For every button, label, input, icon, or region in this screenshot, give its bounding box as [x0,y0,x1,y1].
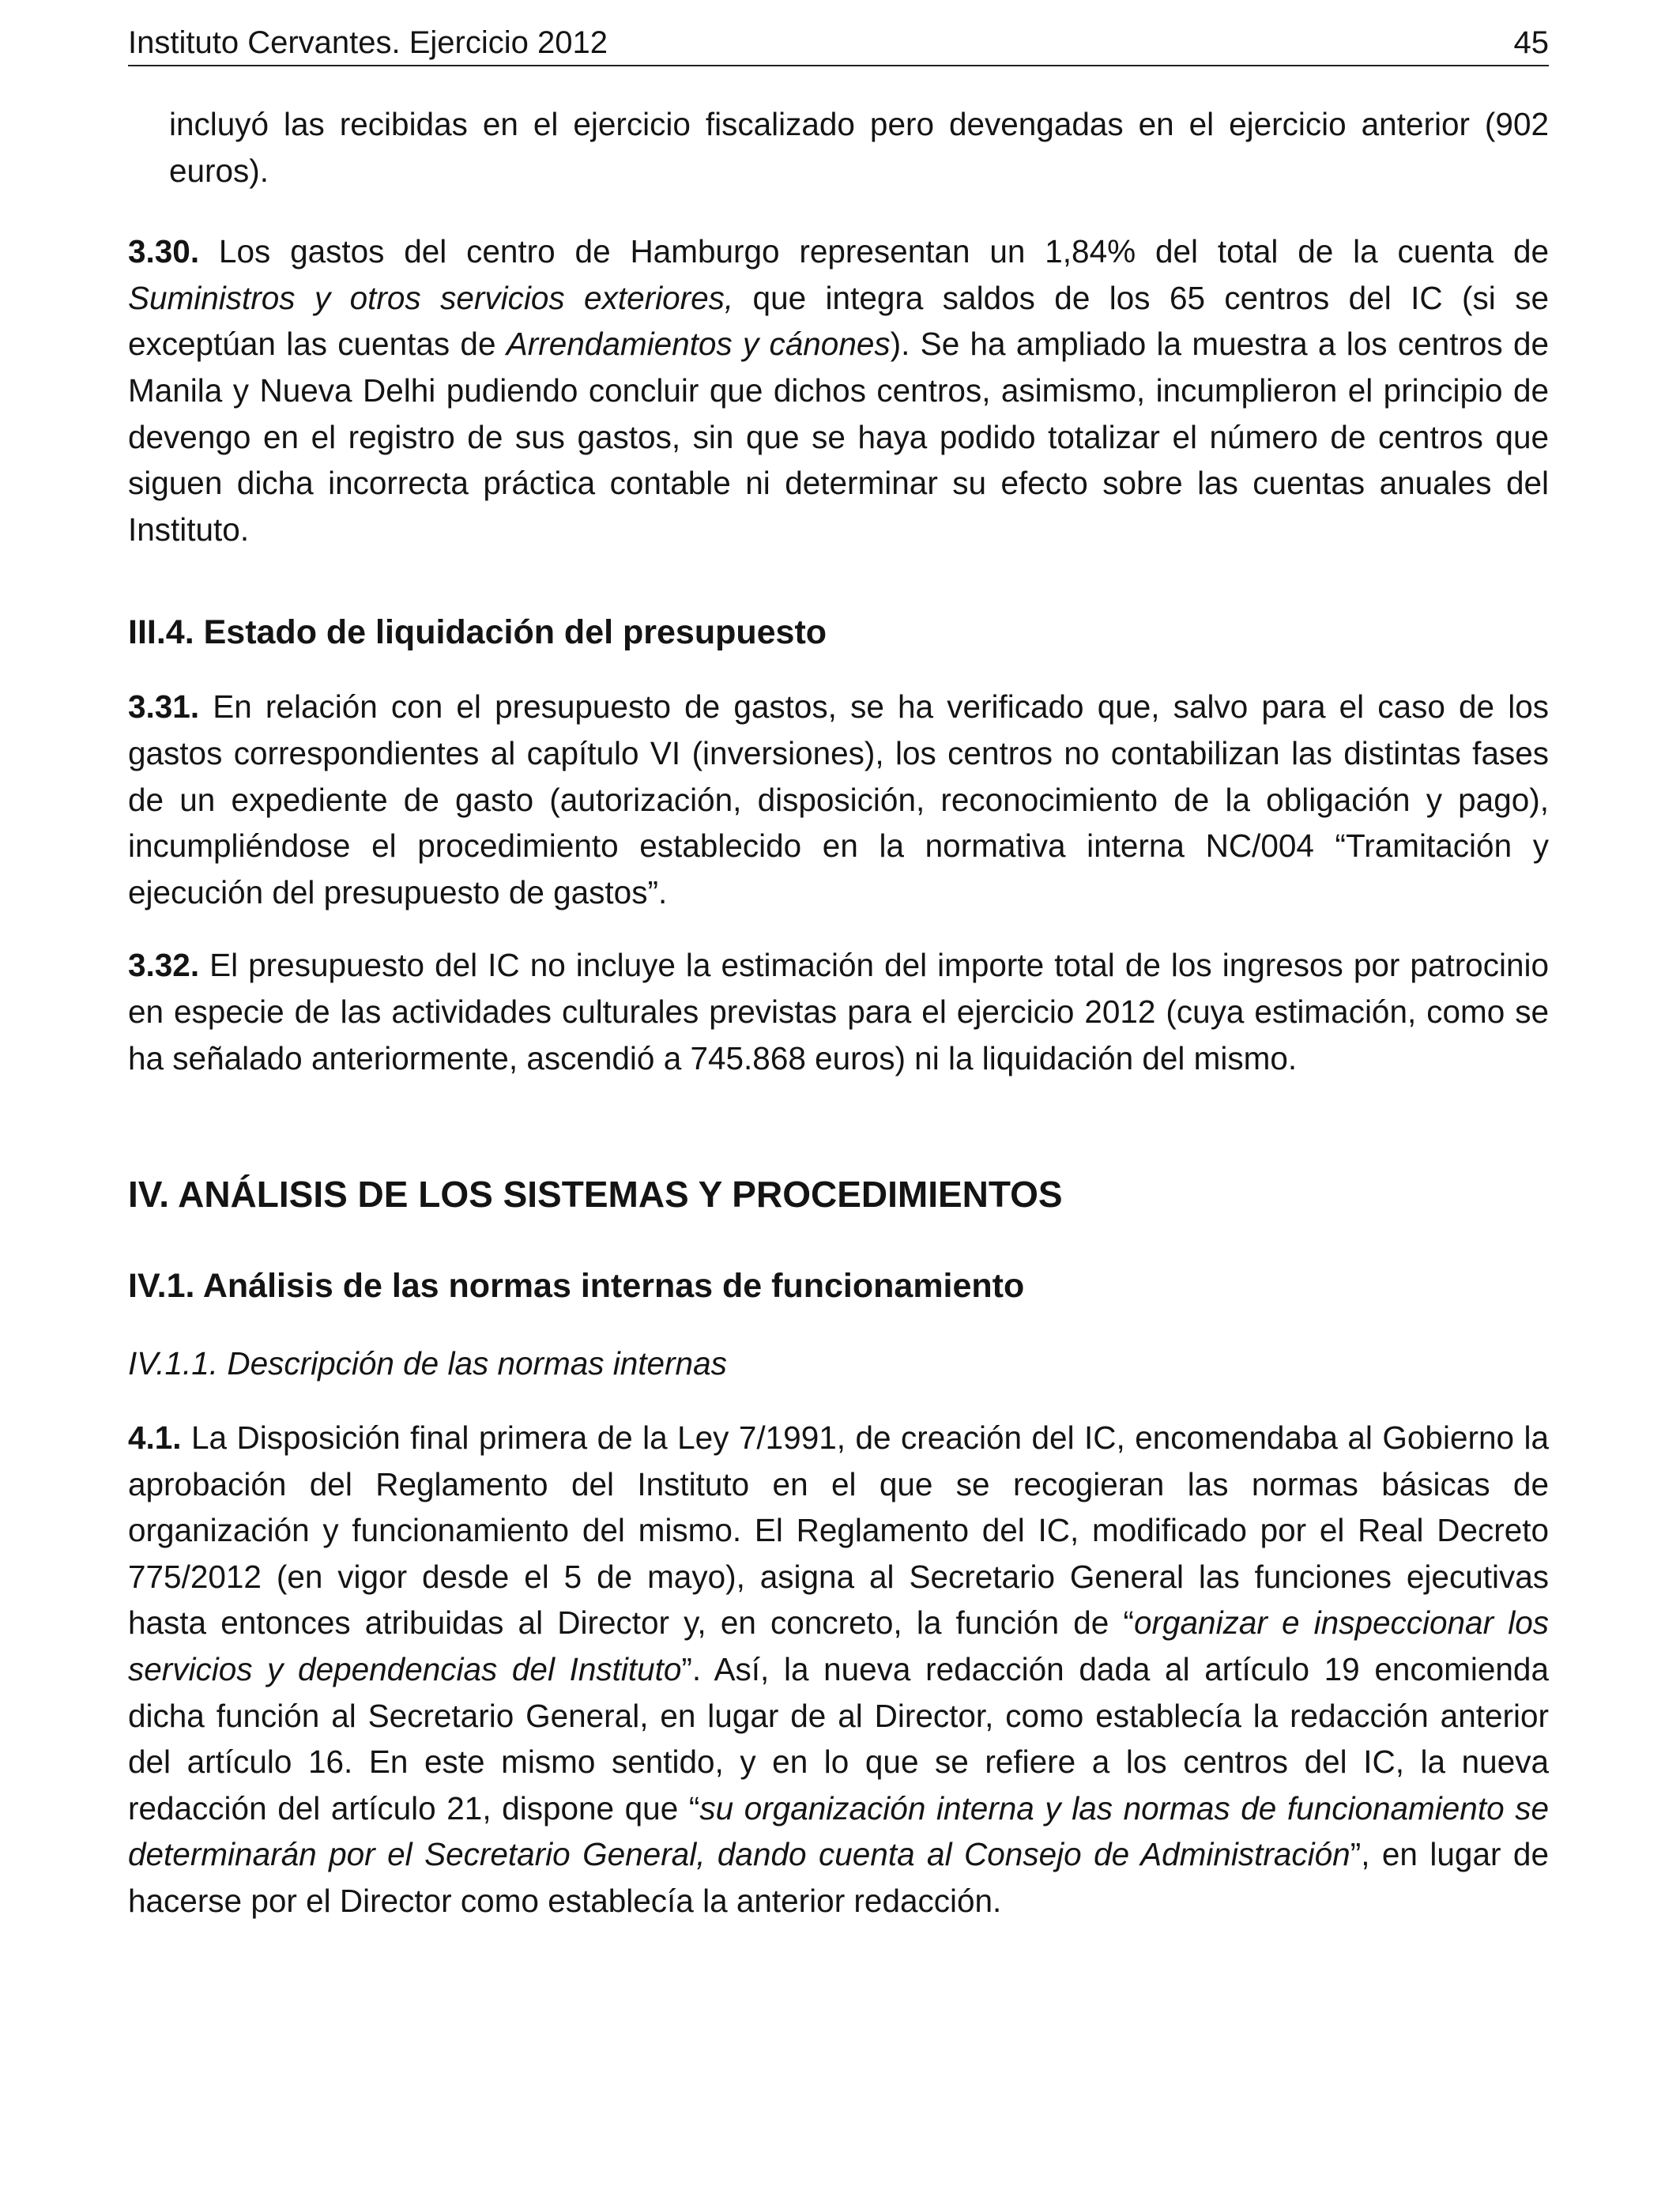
paragraph-4-1 [128,1415,1549,1924]
paragraph-text: La Disposición final primera de la Ley 7/1991, de creación del IC, encomendaba al Gobierno la aprobación del Reglamento del Instituto en el que se recogieran las normas básicas de organización y funcionamiento del mismo. El Reglamento del IC, modificado por el Real Decreto 775/2012 (en vigor desde el 5 de mayo), asigna al Secretario General las funciones ejecutivas hasta entonces atribuidas al Director y, en concreto, la función de “ [128,1419,1549,1642]
paragraph-italic: organizar e inspeccionar los servicios y dependencias del Instituto [128,1604,1550,1688]
paragraph-text: ). Se ha ampliado la muestra a los centros de Manila y Nueva Delhi pudiendo concluir que dichos centros, asimismo, incumplieron el principio de devengo en el registro de sus gastos, sin que se haya podido totalizar el número de centros que siguen dicha incorrecta práctica contable ni determinar su efecto sobre las cuentas anuales del Instituto. [128,326,1549,548]
page-number: 45 [1513,25,1549,60]
continued-paragraph: incluyó las recibidas en el ejercicio fiscalizado pero devengadas en el ejercicio anterior (902 euros). [169,106,1549,189]
paragraph-number: 4.1. [128,1419,182,1457]
paragraph-text: Los gastos del centro de Hamburgo representan un 1,84% del total de la cuenta de [199,233,1549,270]
page-header [128,21,1549,66]
subsection-heading-iv-1-1: IV.1.1. Descripción de las normas internas [128,1345,727,1382]
paragraph-text: ”. Así, la nueva redacción dada al artículo 19 encomienda dicha función al Secretario General, en lugar de al Director, como establecía la redacción anterior del artículo 16. En este mismo sentido, y en lo que se refiere a los centros del IC, la nueva redacción del artículo 21, dispone que “ [128,1651,1549,1826]
section-heading-iii-4: III.4. Estado de liquidación del presupuesto [128,613,827,652]
section-heading-iv-1: IV.1. Análisis de las normas internas de funcionamiento [128,1267,1025,1306]
paragraph-number: 3.32. [128,947,200,984]
paragraph-3-32 [128,942,1549,1081]
paragraph-3-31 [128,684,1549,915]
paragraph-number: 3.31. [128,688,200,726]
paragraph-italic: Arrendamientos y cánones [506,326,891,363]
paragraph-italic: Suministros y otros servicios exteriores, [128,279,734,316]
paragraph-text: En relación con el presupuesto de gastos, se ha verificado que, salvo para el caso de los gastos correspondientes al capítulo VI (inversiones), los centros no contabilizan las distintas fases de un expediente de gasto (autorización, disposición, reconocimiento de la obligación y pago), incumpliéndose el procedimiento establecido en la normativa interna NC/004 “Tramitación y ejecución del presupuesto de gastos”. [128,688,1549,910]
paragraph-text: que integra saldos de los 65 centros del IC (si se exceptúan las cuentas de [128,279,1549,363]
paragraph-text: ”, en lugar de hacerse por el Director como establecía la anterior redacción. [128,1836,1549,1920]
paragraph-text: El presupuesto del IC no incluye la estimación del importe total de los ingresos por patrocinio en especie de las actividades culturales previstas para el ejercicio 2012 (cuya estimación, como se ha señalado anteriormente, ascendió a 745.868 euros) ni la liquidación del mismo. [128,947,1549,1076]
chapter-heading-iv: IV. ANÁLISIS DE LOS SISTEMAS Y PROCEDIMIENTOS [128,1174,1063,1216]
header-title: Instituto Cervantes. Ejercicio 2012 [128,25,608,60]
paragraph-3-30 [128,228,1549,552]
page-content [128,101,1549,1924]
paragraph-italic: su organización interna y las normas de funcionamiento se determinarán por el Secretario General, dando cuenta al Consejo de Administración [128,1789,1549,1873]
paragraph-number: 3.30. [128,233,200,270]
